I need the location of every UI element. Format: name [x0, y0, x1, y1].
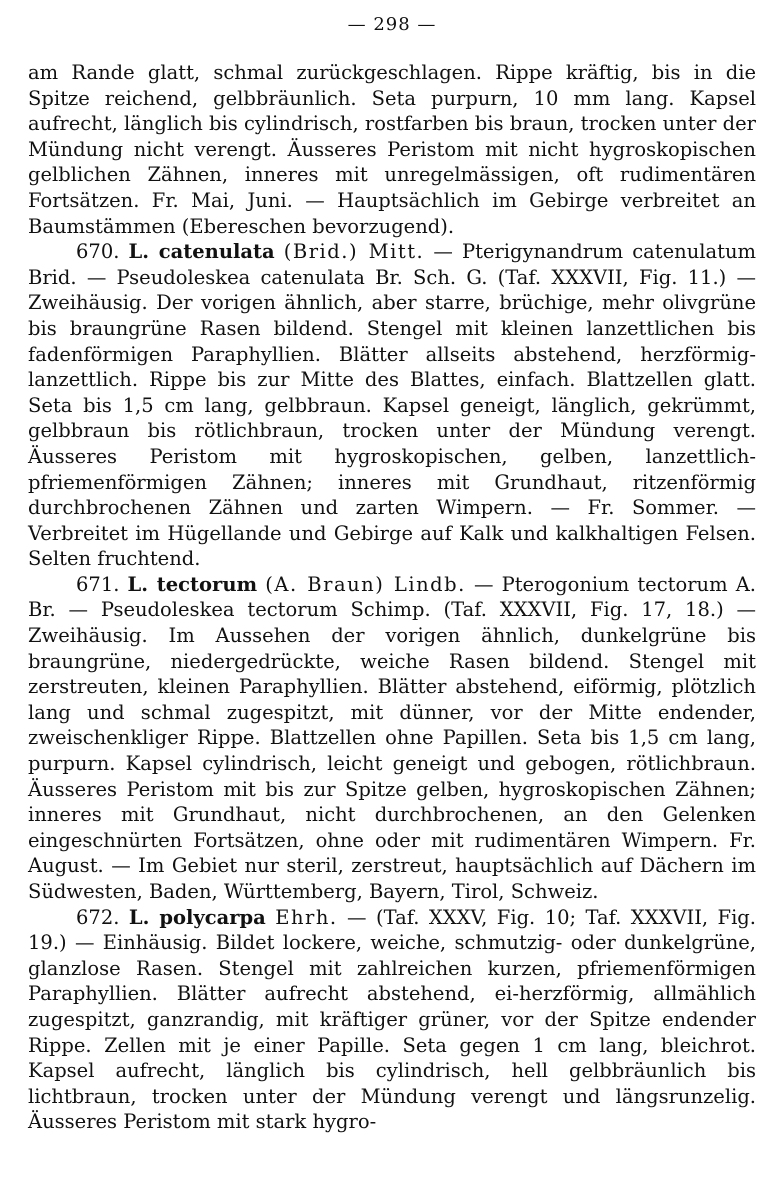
species-authority: Ehrh.	[275, 905, 338, 929]
entry-number: 672.	[76, 905, 120, 929]
entry-number: 671.	[76, 572, 120, 596]
entry-number: 670.	[76, 240, 120, 264]
species-authority: (Brid.) Mitt.	[283, 240, 425, 264]
species-name: L. polycarpa	[128, 905, 266, 929]
species-name: L. tectorum	[127, 572, 258, 596]
entry-text: — Pterogonium tectorum A. Br. — Pseudoleskea tectorum Schimp. (Taf. XXXVII, Fig. 17, 18.) — Zweihäusig. Im Aussehen der vorigen ähnlich, dunkelgrüne bis braungrüne, niedergedrückte, weiche Rasen bildend. Stengel mit zerstreuten, kleinen Paraphyllien. Blätter abstehend, eiförmig, plötzlich lang und schmal zugespitzt, mit dünner, vor der Mitte endender, zweischenkliger Rippe. Blattzellen ohne Papillen. Seta bis 1,5 cm lang, purpurn. Kapsel cylindrisch, leicht geneigt und gebogen, rötlichbraun. Äusseres Peristom mit bis zur Spitze gelben, hygroskopischen Zähnen; inneres mit Grundhaut, nicht durchbrochenen, an den Gelenken eingeschnürten Fortsätzen, ohne oder mit rudimentären Wimpern. Fr. August. — Im Gebiet nur steril, zerstreut, hauptsächlich auf Dächern im Südwesten, Baden, Württemberg, Bayern, Tirol, Schweiz.	[28, 572, 756, 903]
paragraph-continuation: am Rande glatt, schmal zurückgeschlagen. Rippe kräftig, bis in die Spitze reichend, gelbbräunlich. Seta purpurn, 10 mm lang. Kapsel aufrecht, länglich bis cylindrisch, rostfarben bis braun, trocken unter der Mündung nicht verengt. Äusseres Peristom mit nicht hygroskopischen gelblichen Zähnen, inneres mit unregelmässigen, oft rudimentären Fortsätzen. Fr. Mai, Juni. — Hauptsächlich im Gebirge verbreitet an Baumstämmen (Ebereschen bevorzugend).	[28, 61, 756, 238]
entry-text: — Pterigynandrum catenulatum Brid. — Pseudoleskea catenulata Br. Sch. G. (Taf. XXXVII, Fig. 11.) — Zweihäusig. Der vorigen ähnlich, aber starre, brüchige, mehr olivgrüne bis braungrüne Rasen bildend. Stengel mit kleinen lanzettlichen bis fadenförmigen Paraphyllien. Blätter allseits abstehend, herzförmig-lanzettlich. Rippe bis zur Mitte des Blattes, einfach. Blattzellen glatt. Seta bis 1,5 cm lang, gelbbraun. Kapsel geneigt, länglich, gekrümmt, gelbbraun bis rötlichbraun, trocken unter der Mündung verengt. Äusseres Peristom mit hygroskopischen, gelben, lanzettlich-pfriemenförmigen Zähnen; inneres mit Grundhaut, ritzenförmig durchbrochenen Zähnen und zarten Wimpern. — Fr. Sommer. — Verbreitet im Hügellande und Gebirge auf Kalk und kalkhaltigen Felsen. Selten fruchtend.	[28, 240, 756, 571]
species-entry-672	[28, 905, 756, 1135]
entry-text: — (Taf. XXXV, Fig. 10; Taf. XXXVII, Fig. 19.) — Einhäusig. Bildet lockere, weiche, schmutzig- oder dunkelgrüne, glanzlose Rasen. Stengel mit zahlreichen kurzen, pfriemenförmigen Paraphyllien. Blätter aufrecht abstehend, ei-herzförmig, allmählich zugespitzt, ganzrandig, mit kräftiger grüner, vor der Spitze endender Rippe. Zellen mit je einer Papille. Seta gegen 1 cm lang, bleichrot. Kapsel aufrecht, länglich bis cylindrisch, hell gelbbräunlich bis lichtbraun, trocken unter der Mündung verengt und längsrunzelig. Äusseres Peristom mit stark hygro-	[28, 905, 756, 1134]
species-entry-670	[28, 239, 756, 572]
species-entry-671	[28, 572, 756, 905]
species-authority: (A. Braun) Lindb.	[265, 572, 466, 596]
page-number: — 298 —	[347, 14, 437, 35]
species-name: L. catenulata	[128, 240, 275, 264]
